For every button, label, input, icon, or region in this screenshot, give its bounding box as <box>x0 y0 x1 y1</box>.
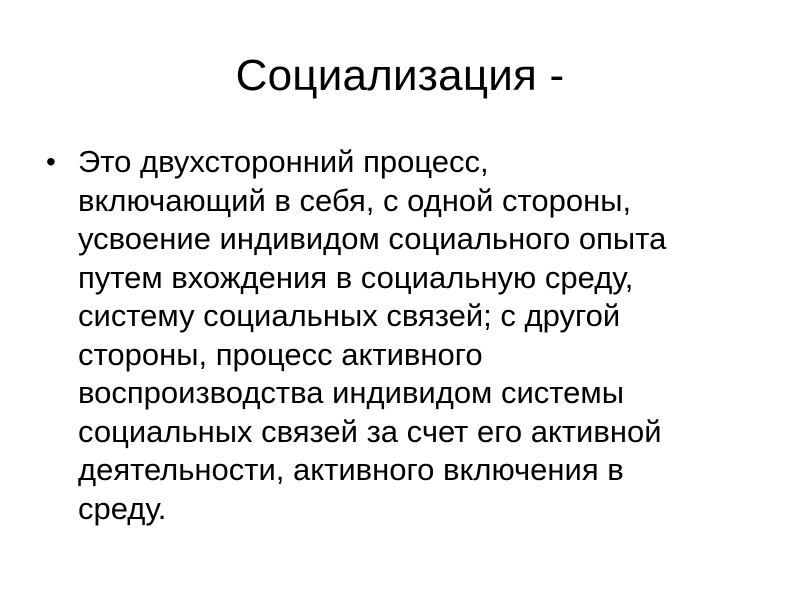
bullet-text-line: путем вхождения в социальную среду, <box>78 259 634 295</box>
bullet-text-line: среду. <box>78 490 167 526</box>
bullet-text-line: стороны, процесс активного <box>78 336 483 372</box>
bullet-text-line: систему социальных связей; с другой <box>78 298 621 333</box>
bullet-text-line: деятельности, активного включения в <box>78 452 624 487</box>
bullet-marker: • <box>46 146 56 177</box>
bullet-list <box>40 143 760 528</box>
bullet-text-line: усвоение индивидом социального опыта <box>78 221 667 256</box>
slide-title: Социализация - <box>235 51 565 100</box>
bullet-text-line: включающий в себя, с одной стороны, <box>78 182 632 218</box>
bullet-text-line: Это двухсторонний процесс, <box>78 144 489 179</box>
bullet-item <box>40 143 760 528</box>
bullet-text-line: социальных связей за счет его активной <box>78 413 662 449</box>
bullet-text-line: воспроизводства индивидом системы <box>78 375 624 410</box>
